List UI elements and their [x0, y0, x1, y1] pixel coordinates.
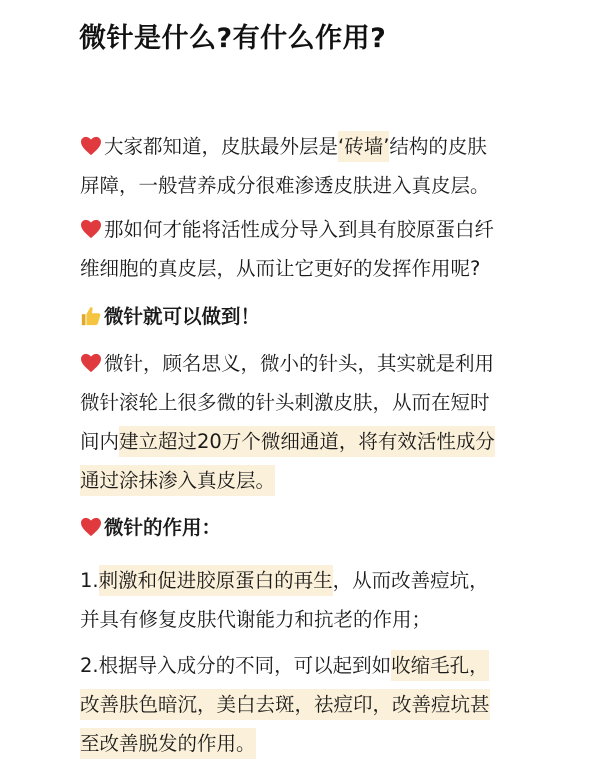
- p6-text-d: 并具有修复皮肤代谢能力和抗老的作用；: [80, 608, 432, 631]
- paragraph-question: [80, 210, 550, 288]
- p6-highlight-collagen: 刺激和促进胶原蛋白的再生: [99, 565, 333, 596]
- paragraph-effects-heading: [80, 508, 550, 547]
- p2-text-a: 那如何才能将活性成分导入到具有胶原蛋白纤: [104, 218, 495, 241]
- paragraph-effect-1: [80, 561, 550, 639]
- paragraph-skin-barrier: [80, 127, 550, 205]
- p1-text-c: 结构的皮肤: [389, 135, 487, 158]
- red-heart-icon: [80, 517, 102, 537]
- p4-text-b: 微针滚轮上很多微的针头刺激皮肤，从而在短时: [80, 391, 490, 414]
- paragraph-explanation: [80, 344, 550, 500]
- thumbs-up-icon: [80, 305, 102, 327]
- p7-highlight-skin: 改善肤色暗沉，美白去斑，祛痘印，改善痘坑甚: [80, 689, 490, 720]
- red-heart-icon: [80, 219, 102, 239]
- p7-text-a: 2.根据导入成分的不同，可以起到如: [80, 654, 392, 677]
- p2-text-b: 维细胞的真皮层，从而让它更好的发挥作用呢?: [80, 257, 481, 280]
- p1-text-a: 大家都知道，皮肤最外层是: [104, 135, 339, 158]
- red-heart-icon: [80, 136, 102, 156]
- p6-text-c: ，从而改善痘坑，: [332, 569, 489, 592]
- p4-text-a: 微针，顾名思义，微小的针头，其实就是利用: [104, 352, 495, 375]
- paragraph-effect-2: [80, 646, 550, 763]
- p7-highlight-pores: 收缩毛孔，: [391, 650, 489, 681]
- p1-highlight-brick: ‘砖墙’: [338, 131, 389, 162]
- paragraph-microneedle-can: [80, 297, 550, 336]
- p6-text-a: 1.: [80, 569, 99, 592]
- p5-text: 微针的作用：: [104, 516, 222, 539]
- p7-highlight-hair: 至改善脱发的作用。: [80, 728, 256, 759]
- p3-text: 微针就可以做到！: [104, 305, 261, 328]
- page-title: 微针是什么?有什么作用?: [79, 23, 387, 54]
- p4-text-c: 间内: [80, 430, 120, 453]
- p4-highlight-dermis: 通过涂抹渗入真皮层。: [80, 465, 275, 496]
- p1-text-d: 屏障，一般营养成分很难渗透皮肤进入真皮层。: [80, 174, 490, 197]
- p4-highlight-channels: 建立超过20万个微细通道，将有效活性成分: [119, 426, 495, 457]
- red-heart-icon: [80, 353, 102, 373]
